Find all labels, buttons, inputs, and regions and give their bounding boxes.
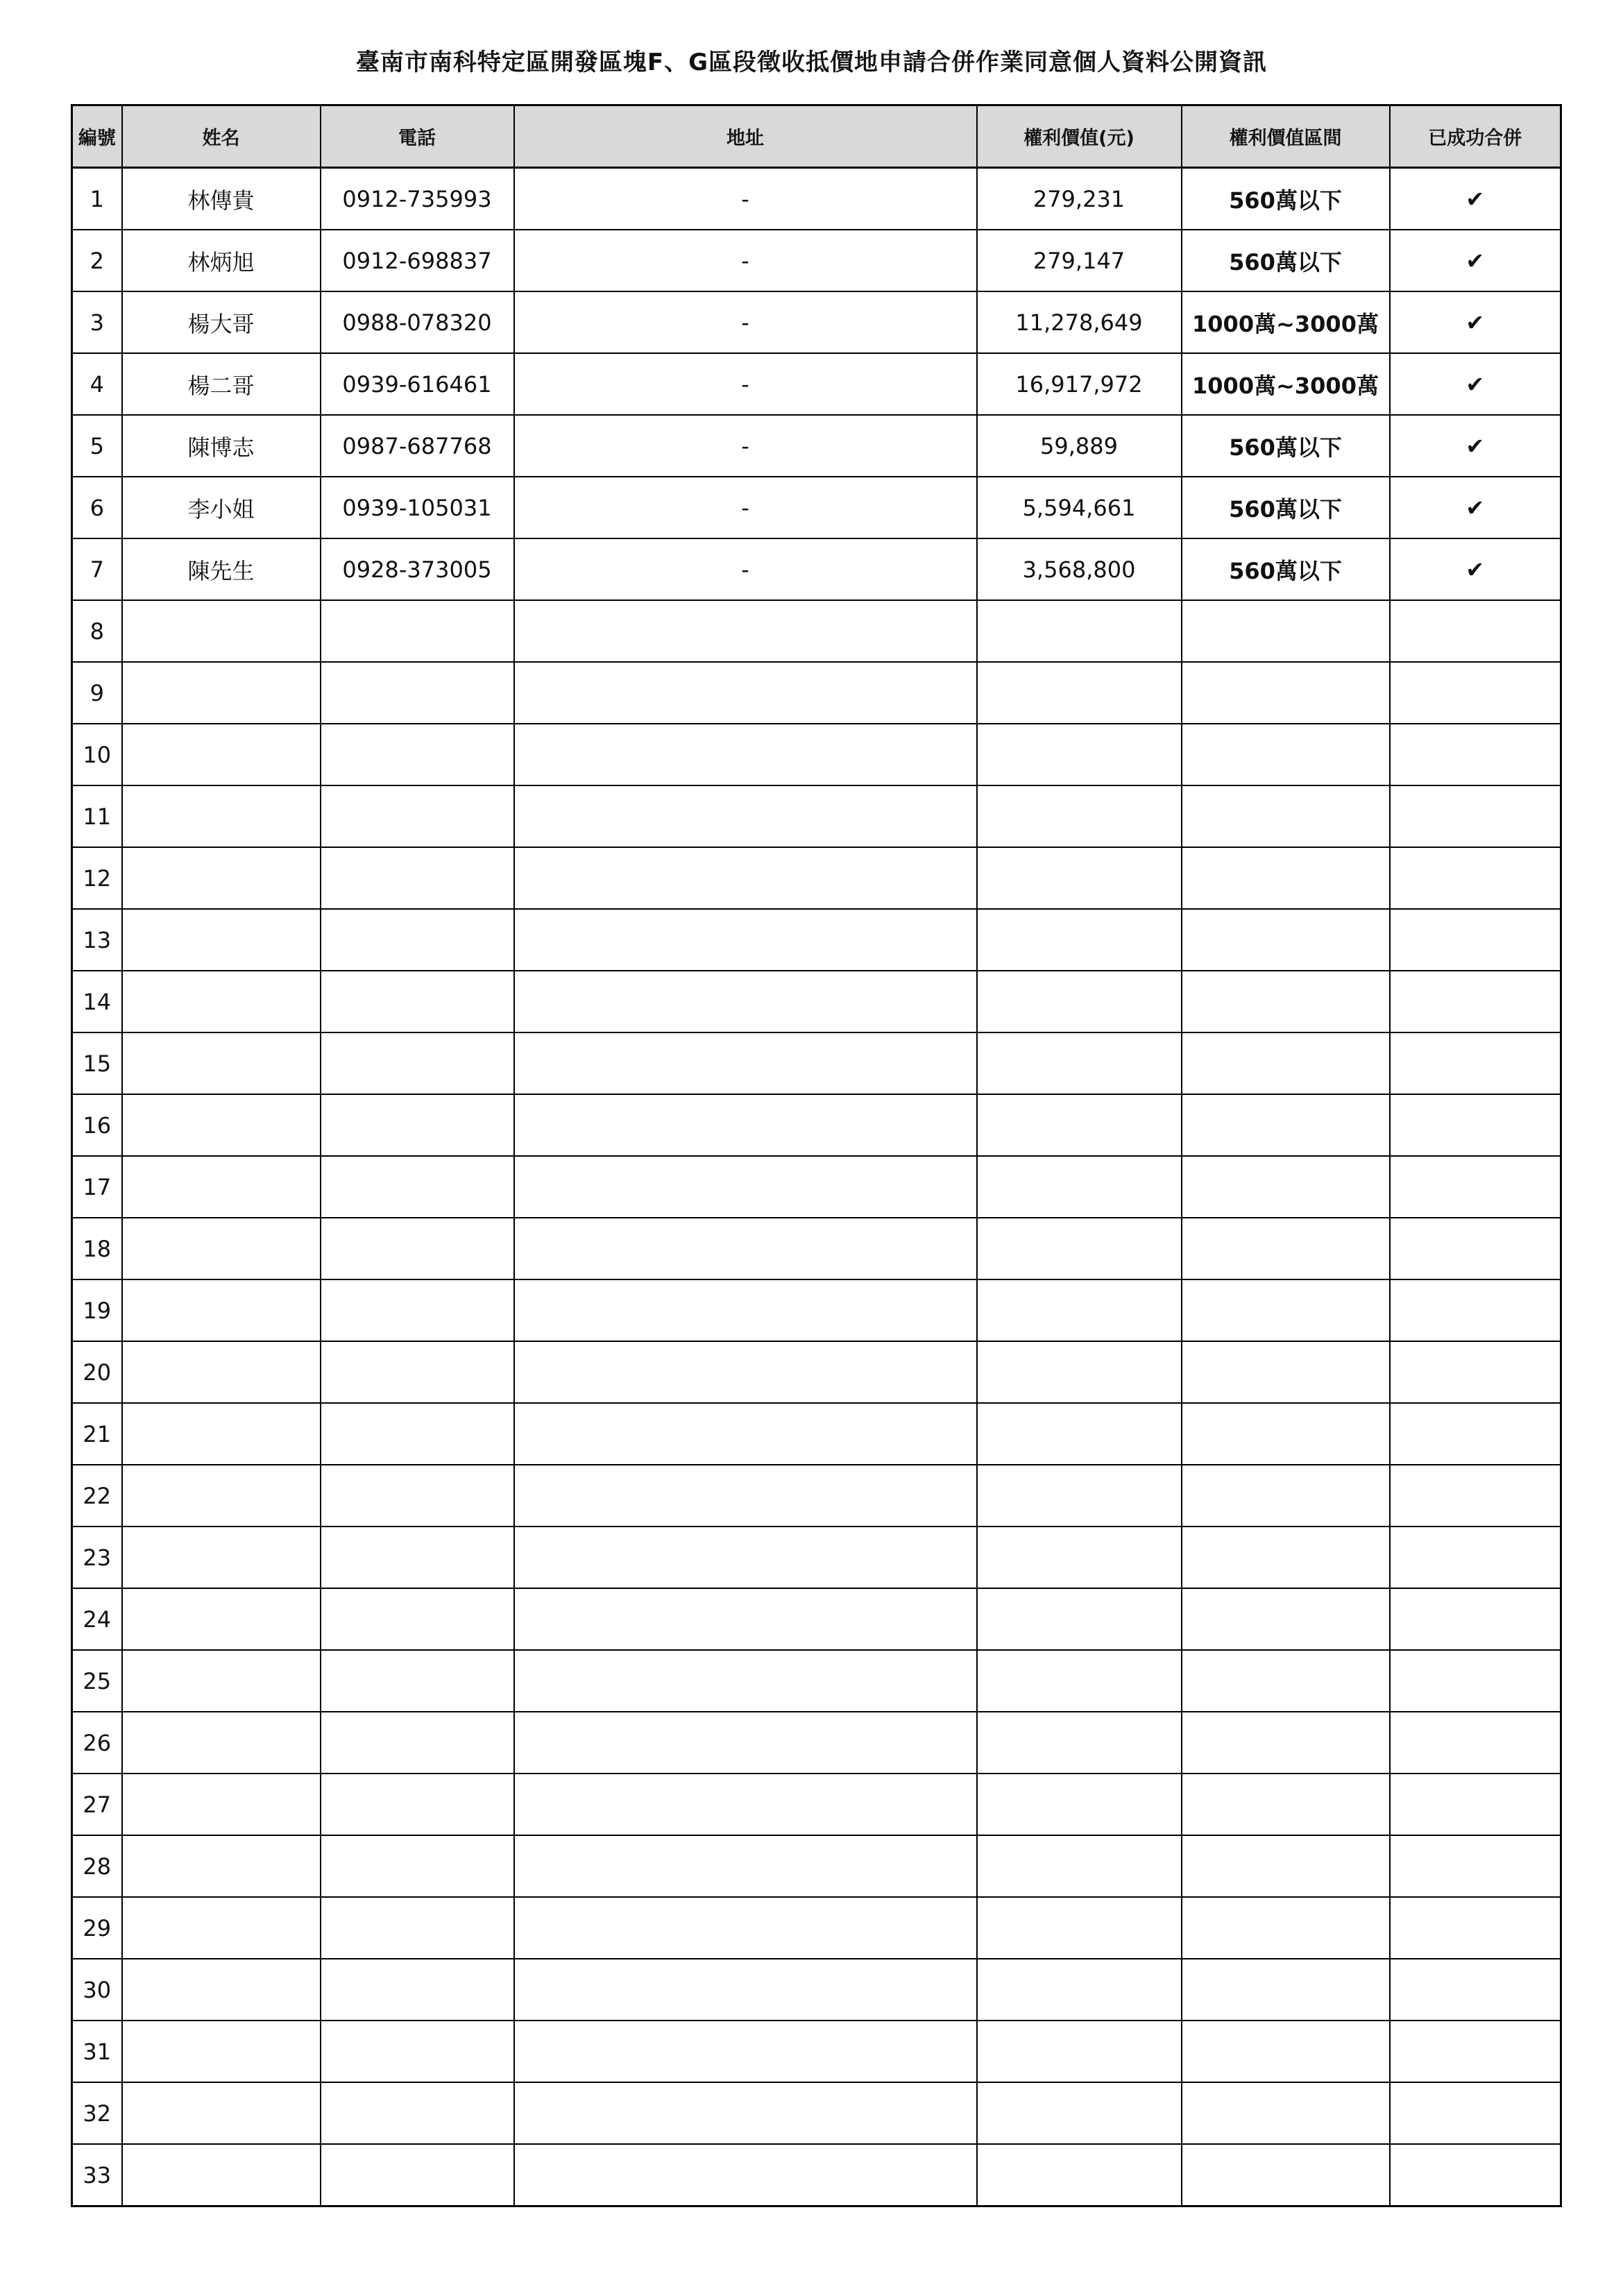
table-row [72, 909, 1561, 971]
merged-check-cell [1390, 2144, 1561, 2206]
phone-cell: 0987-687768 [321, 415, 514, 477]
rights-value-cell [977, 1650, 1182, 1712]
name-cell [122, 600, 321, 662]
table-row [72, 1094, 1561, 1156]
address-cell [514, 1835, 977, 1897]
phone-cell [321, 1835, 514, 1897]
merged-check-cell: ✔ [1390, 538, 1561, 600]
row-number: 17 [72, 1156, 122, 1218]
address-cell [514, 785, 977, 847]
address-cell [514, 1897, 977, 1959]
row-number: 6 [72, 477, 122, 538]
phone-cell: 0912-735993 [321, 168, 514, 230]
header-name: 姓名 [122, 105, 321, 168]
merged-check-cell [1390, 2021, 1561, 2082]
name-cell [122, 909, 321, 971]
merged-check-cell [1390, 1897, 1561, 1959]
row-number: 20 [72, 1341, 122, 1403]
rights-value-cell [977, 1094, 1182, 1156]
row-number: 18 [72, 1218, 122, 1279]
table-row [72, 353, 1561, 415]
table-row [72, 1341, 1561, 1403]
merged-check-cell [1390, 1032, 1561, 1094]
phone-cell [321, 1588, 514, 1650]
table-row [72, 2021, 1561, 2082]
value-range-cell [1182, 1341, 1390, 1403]
address-cell: - [514, 538, 977, 600]
name-cell [122, 2021, 321, 2082]
phone-cell [321, 1279, 514, 1341]
value-range-cell: 1000萬~3000萬 [1182, 353, 1390, 415]
merged-check-cell [1390, 1341, 1561, 1403]
merged-check-cell [1390, 847, 1561, 909]
table-row [72, 847, 1561, 909]
header-rights-value: 權利價值(元) [977, 105, 1182, 168]
table-row [72, 724, 1561, 785]
merged-check-cell [1390, 1959, 1561, 2021]
value-range-cell [1182, 971, 1390, 1032]
address-cell [514, 2144, 977, 2206]
address-cell [514, 724, 977, 785]
name-cell [122, 1032, 321, 1094]
row-number: 8 [72, 600, 122, 662]
phone-cell [321, 600, 514, 662]
name-cell [122, 1897, 321, 1959]
row-number: 9 [72, 662, 122, 724]
name-cell: 林傳貴 [122, 168, 321, 230]
table-row [72, 1403, 1561, 1465]
phone-cell [321, 1341, 514, 1403]
value-range-cell: 560萬以下 [1182, 415, 1390, 477]
rights-value-cell: 3,568,800 [977, 538, 1182, 600]
table-row [72, 415, 1561, 477]
phone-cell [321, 909, 514, 971]
rights-value-cell [977, 1588, 1182, 1650]
table-row [72, 1465, 1561, 1527]
merged-check-cell [1390, 909, 1561, 971]
merged-check-cell: ✔ [1390, 353, 1561, 415]
table-row [72, 600, 1561, 662]
merged-check-cell [1390, 971, 1561, 1032]
value-range-cell [1182, 1465, 1390, 1527]
merged-check-cell: ✔ [1390, 477, 1561, 538]
merged-check-cell: ✔ [1390, 168, 1561, 230]
row-number: 29 [72, 1897, 122, 1959]
name-cell [122, 1279, 321, 1341]
rights-value-cell [977, 1341, 1182, 1403]
table-header-row [72, 105, 1561, 168]
rights-value-cell [977, 2144, 1182, 2206]
address-cell [514, 1218, 977, 1279]
phone-cell [321, 1403, 514, 1465]
address-cell [514, 1094, 977, 1156]
row-number: 7 [72, 538, 122, 600]
value-range-cell [1182, 2144, 1390, 2206]
phone-cell: 0939-616461 [321, 353, 514, 415]
phone-cell: 0912-698837 [321, 230, 514, 291]
table-row [72, 1279, 1561, 1341]
name-cell [122, 785, 321, 847]
value-range-cell: 560萬以下 [1182, 168, 1390, 230]
name-cell: 林炳旭 [122, 230, 321, 291]
value-range-cell [1182, 662, 1390, 724]
table-row [72, 1218, 1561, 1279]
name-cell [122, 1341, 321, 1403]
address-cell [514, 1032, 977, 1094]
value-range-cell [1182, 909, 1390, 971]
name-cell [122, 1218, 321, 1279]
address-cell [514, 909, 977, 971]
rights-value-cell [977, 2021, 1182, 2082]
value-range-cell [1182, 1774, 1390, 1835]
table-row [72, 971, 1561, 1032]
table-row [72, 1959, 1561, 2021]
table-row [72, 1650, 1561, 1712]
phone-cell [321, 785, 514, 847]
value-range-cell [1182, 1094, 1390, 1156]
name-cell [122, 1774, 321, 1835]
row-number: 12 [72, 847, 122, 909]
name-cell: 楊大哥 [122, 291, 321, 353]
value-range-cell [1182, 1897, 1390, 1959]
address-cell [514, 1465, 977, 1527]
rights-value-cell [977, 971, 1182, 1032]
rights-value-cell [977, 1835, 1182, 1897]
name-cell: 楊二哥 [122, 353, 321, 415]
phone-cell [321, 2144, 514, 2206]
name-cell: 李小姐 [122, 477, 321, 538]
row-number: 2 [72, 230, 122, 291]
merged-check-cell [1390, 2082, 1561, 2144]
name-cell [122, 1527, 321, 1588]
rights-value-cell [977, 847, 1182, 909]
value-range-cell [1182, 1588, 1390, 1650]
merged-check-cell [1390, 1774, 1561, 1835]
rights-value-cell [977, 1959, 1182, 2021]
name-cell [122, 847, 321, 909]
table-row [72, 2082, 1561, 2144]
phone-cell [321, 724, 514, 785]
phone-cell [321, 1218, 514, 1279]
table-row [72, 1156, 1561, 1218]
merged-check-cell [1390, 1527, 1561, 1588]
rights-value-cell [977, 600, 1182, 662]
phone-cell [321, 847, 514, 909]
table-row [72, 1774, 1561, 1835]
address-cell [514, 1588, 977, 1650]
name-cell [122, 662, 321, 724]
row-number: 19 [72, 1279, 122, 1341]
phone-cell: 0939-105031 [321, 477, 514, 538]
phone-cell: 0988-078320 [321, 291, 514, 353]
name-cell: 陳博志 [122, 415, 321, 477]
row-number: 1 [72, 168, 122, 230]
merged-check-cell [1390, 1712, 1561, 1774]
row-number: 32 [72, 2082, 122, 2144]
row-number: 14 [72, 971, 122, 1032]
address-cell [514, 1712, 977, 1774]
value-range-cell: 560萬以下 [1182, 538, 1390, 600]
name-cell [122, 1959, 321, 2021]
value-range-cell [1182, 2082, 1390, 2144]
address-cell [514, 600, 977, 662]
address-cell: - [514, 477, 977, 538]
header-address: 地址 [514, 105, 977, 168]
address-cell: - [514, 415, 977, 477]
rights-value-cell [977, 1897, 1182, 1959]
row-number: 15 [72, 1032, 122, 1094]
table-body [72, 168, 1561, 2206]
table-row [72, 662, 1561, 724]
rights-value-cell [977, 724, 1182, 785]
name-cell [122, 1712, 321, 1774]
row-number: 23 [72, 1527, 122, 1588]
value-range-cell [1182, 1032, 1390, 1094]
rights-value-cell [977, 662, 1182, 724]
table-row [72, 1897, 1561, 1959]
rights-value-cell [977, 1712, 1182, 1774]
row-number: 16 [72, 1094, 122, 1156]
merged-check-cell [1390, 662, 1561, 724]
value-range-cell: 560萬以下 [1182, 230, 1390, 291]
name-cell [122, 1094, 321, 1156]
name-cell [122, 1403, 321, 1465]
rights-value-cell: 11,278,649 [977, 291, 1182, 353]
name-cell [122, 2144, 321, 2206]
address-cell: - [514, 168, 977, 230]
address-cell [514, 1774, 977, 1835]
merged-check-cell [1390, 1403, 1561, 1465]
rights-value-cell [977, 2082, 1182, 2144]
row-number: 10 [72, 724, 122, 785]
row-number: 30 [72, 1959, 122, 2021]
value-range-cell [1182, 1835, 1390, 1897]
row-number: 4 [72, 353, 122, 415]
document-title: 臺南市南科特定區開發區塊F、G區段徵收抵價地申請合併作業同意個人資料公開資訊 [355, 49, 1268, 76]
value-range-cell [1182, 847, 1390, 909]
address-cell [514, 1959, 977, 2021]
phone-cell [321, 1712, 514, 1774]
name-cell [122, 971, 321, 1032]
value-range-cell [1182, 1650, 1390, 1712]
table-row [72, 477, 1561, 538]
header-number: 編號 [72, 105, 122, 168]
row-number: 28 [72, 1835, 122, 1897]
rights-value-cell [977, 1218, 1182, 1279]
phone-cell [321, 1465, 514, 1527]
rights-value-cell: 59,889 [977, 415, 1182, 477]
row-number: 13 [72, 909, 122, 971]
row-number: 21 [72, 1403, 122, 1465]
table-row [72, 1032, 1561, 1094]
row-number: 27 [72, 1774, 122, 1835]
row-number: 3 [72, 291, 122, 353]
row-number: 11 [72, 785, 122, 847]
address-cell [514, 1527, 977, 1588]
table-row [72, 785, 1561, 847]
value-range-cell [1182, 1279, 1390, 1341]
phone-cell [321, 1897, 514, 1959]
merged-check-cell [1390, 600, 1561, 662]
name-cell [122, 724, 321, 785]
value-range-cell [1182, 785, 1390, 847]
name-cell [122, 1650, 321, 1712]
merged-check-cell [1390, 1465, 1561, 1527]
rights-value-cell [977, 1465, 1182, 1527]
address-cell [514, 2082, 977, 2144]
table-row [72, 230, 1561, 291]
name-cell: 陳先生 [122, 538, 321, 600]
address-cell [514, 1650, 977, 1712]
phone-cell [321, 1774, 514, 1835]
merged-check-cell [1390, 1279, 1561, 1341]
value-range-cell [1182, 2021, 1390, 2082]
value-range-cell: 560萬以下 [1182, 477, 1390, 538]
phone-cell [321, 1032, 514, 1094]
rights-value-cell: 5,594,661 [977, 477, 1182, 538]
table-row [72, 1588, 1561, 1650]
phone-cell [321, 1527, 514, 1588]
rights-value-cell [977, 1032, 1182, 1094]
merged-check-cell [1390, 1588, 1561, 1650]
value-range-cell [1182, 1712, 1390, 1774]
value-range-cell: 1000萬~3000萬 [1182, 291, 1390, 353]
address-cell: - [514, 353, 977, 415]
rights-value-cell: 279,147 [977, 230, 1182, 291]
header-phone: 電話 [321, 105, 514, 168]
row-number: 22 [72, 1465, 122, 1527]
phone-cell [321, 1156, 514, 1218]
address-cell [514, 1341, 977, 1403]
consent-table [71, 104, 1562, 2207]
address-cell [514, 2021, 977, 2082]
phone-cell [321, 1959, 514, 2021]
phone-cell [321, 971, 514, 1032]
header-merged: 已成功合併 [1390, 105, 1561, 168]
table-row [72, 2144, 1561, 2206]
table-row [72, 1835, 1561, 1897]
name-cell [122, 2082, 321, 2144]
rights-value-cell [977, 1774, 1182, 1835]
value-range-cell [1182, 1527, 1390, 1588]
merged-check-cell [1390, 1218, 1561, 1279]
table-row [72, 291, 1561, 353]
value-range-cell [1182, 600, 1390, 662]
header-value-range: 權利價值區間 [1182, 105, 1390, 168]
table-row [72, 168, 1561, 230]
address-cell [514, 971, 977, 1032]
row-number: 33 [72, 2144, 122, 2206]
merged-check-cell [1390, 1094, 1561, 1156]
phone-cell [321, 2082, 514, 2144]
merged-check-cell [1390, 1835, 1561, 1897]
address-cell [514, 1156, 977, 1218]
phone-cell [321, 2021, 514, 2082]
value-range-cell [1182, 1218, 1390, 1279]
phone-cell [321, 662, 514, 724]
row-number: 5 [72, 415, 122, 477]
merged-check-cell: ✔ [1390, 415, 1561, 477]
address-cell: - [514, 291, 977, 353]
row-number: 25 [72, 1650, 122, 1712]
table-row [72, 1712, 1561, 1774]
phone-cell: 0928-373005 [321, 538, 514, 600]
rights-value-cell [977, 1156, 1182, 1218]
name-cell [122, 1588, 321, 1650]
value-range-cell [1182, 1959, 1390, 2021]
name-cell [122, 1465, 321, 1527]
value-range-cell [1182, 1156, 1390, 1218]
row-number: 24 [72, 1588, 122, 1650]
row-number: 26 [72, 1712, 122, 1774]
address-cell [514, 662, 977, 724]
merged-check-cell [1390, 785, 1561, 847]
value-range-cell [1182, 724, 1390, 785]
rights-value-cell: 279,231 [977, 168, 1182, 230]
table-row [72, 538, 1561, 600]
rights-value-cell [977, 1279, 1182, 1341]
phone-cell [321, 1650, 514, 1712]
table-row [72, 1527, 1561, 1588]
merged-check-cell: ✔ [1390, 291, 1561, 353]
merged-check-cell [1390, 1156, 1561, 1218]
rights-value-cell [977, 1403, 1182, 1465]
value-range-cell [1182, 1403, 1390, 1465]
rights-value-cell [977, 1527, 1182, 1588]
name-cell [122, 1156, 321, 1218]
address-cell: - [514, 230, 977, 291]
address-cell [514, 1403, 977, 1465]
rights-value-cell [977, 785, 1182, 847]
merged-check-cell [1390, 724, 1561, 785]
rights-value-cell [977, 909, 1182, 971]
rights-value-cell: 16,917,972 [977, 353, 1182, 415]
name-cell [122, 1835, 321, 1897]
merged-check-cell [1390, 1650, 1561, 1712]
merged-check-cell: ✔ [1390, 230, 1561, 291]
phone-cell [321, 1094, 514, 1156]
address-cell [514, 847, 977, 909]
row-number: 31 [72, 2021, 122, 2082]
address-cell [514, 1279, 977, 1341]
